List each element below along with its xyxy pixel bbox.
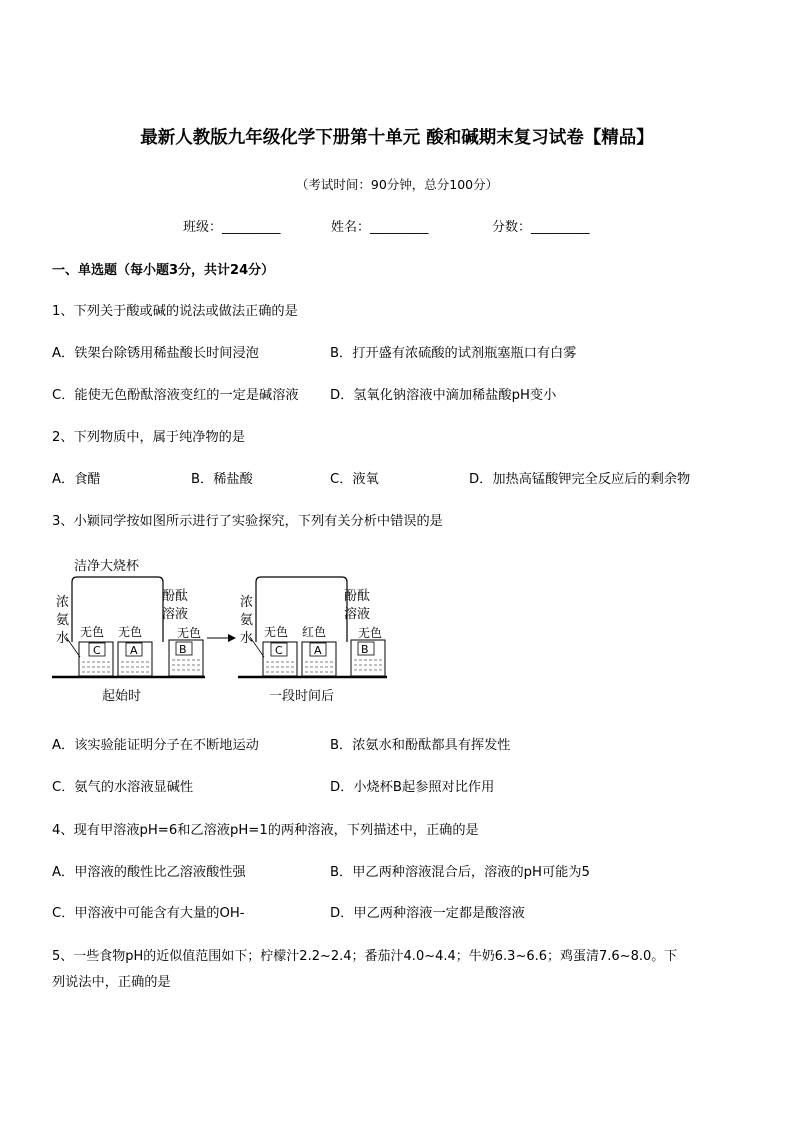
ammonia-label-2: 氨 — [240, 613, 254, 628]
big-beaker-label: 洁净大烧杯 — [74, 559, 140, 574]
setup-after — [238, 577, 387, 704]
q4-option-c[interactable]: C．甲溶液中可能含有大量的OH- — [52, 906, 245, 921]
exam-info: （考试时间：90分钟，总分100分） — [295, 177, 499, 192]
q2-option-a[interactable]: A．食醋 — [52, 472, 101, 487]
colorless-label: 无色 — [264, 625, 289, 639]
q4-option-d[interactable]: D．甲乙两种溶液一定都是酸溶液 — [330, 906, 525, 921]
phenol-label-2: 溶液 — [344, 607, 371, 622]
colorless-label: 无色 — [80, 625, 105, 639]
q4-option-b[interactable]: B．甲乙两种溶液混合后，溶液的pH可能为5 — [330, 865, 590, 880]
name-field[interactable]: 姓名：_________ — [331, 220, 429, 235]
question-5-stem-line1: 5、一些食物pH的近似值范围如下；柠檬汁2.2~2.4；番茄汁4.0~4.4；牛奶6.3~6.6；鸡蛋清7.6~8.0。下 — [52, 949, 678, 964]
q2-option-c[interactable]: C．液氧 — [330, 472, 379, 487]
q1-option-c[interactable]: C．能使无色酚酞溶液变红的一定是碱溶液 — [52, 388, 299, 403]
ammonia-label-1: 浓 — [56, 595, 70, 610]
question-5-stem-line2: 列说法中，正确的是 — [52, 975, 171, 990]
q2-option-b[interactable]: B．稀盐酸 — [191, 472, 253, 487]
caption-after: 一段时间后 — [269, 689, 335, 704]
beaker-b-label: B — [361, 643, 369, 656]
q2-option-d[interactable]: D．加热高锰酸钾完全反应后的剩余物 — [469, 472, 691, 487]
q3-option-d[interactable]: D．小烧杯B起参照对比作用 — [330, 780, 495, 795]
question-3-stem: 3、小颖同学按如图所示进行了实验探究，下列有关分析中错误的是 — [52, 514, 443, 529]
experiment-diagram — [52, 552, 402, 712]
question-1-stem: 1、下列关于酸或碱的说法或做法正确的是 — [52, 304, 298, 319]
phenol-label-1: 酚酞 — [344, 589, 371, 604]
question-4-stem: 4、现有甲溶液pH=6和乙溶液pH=1的两种溶液，下列描述中，正确的是 — [52, 823, 479, 838]
page-title: 最新人教版九年级化学下册第十单元 酸和碱期末复习试卷【精品】 — [140, 128, 654, 148]
section-heading: 一、单选题（每小题3分，共计24分） — [52, 263, 275, 278]
colorless-label: 无色 — [118, 625, 143, 639]
q4-option-a[interactable]: A．甲溶液的酸性比乙溶液酸性强 — [52, 865, 246, 880]
q1-option-d[interactable]: D．氢氧化钠溶液中滴加稀盐酸pH变小 — [330, 388, 557, 403]
q1-option-a[interactable]: A．铁架台除锈用稀盐酸长时间浸泡 — [52, 346, 259, 361]
ammonia-label-1: 浓 — [240, 595, 254, 610]
q3-option-b[interactable]: B．浓氨水和酚酞都具有挥发性 — [330, 738, 511, 753]
ammonia-label-3: 水 — [240, 631, 254, 646]
beaker-c-label: C — [275, 644, 283, 657]
q1-option-b[interactable]: B．打开盛有浓硫酸的试剂瓶塞瓶口有白雾 — [330, 346, 577, 361]
ammonia-label-2: 氨 — [56, 613, 70, 628]
q3-option-a[interactable]: A．该实验能证明分子在不断地运动 — [52, 738, 259, 753]
phenol-label-1: 酚酞 — [162, 589, 189, 604]
score-field[interactable]: 分数：_________ — [492, 220, 590, 235]
class-field[interactable]: 班级：_________ — [183, 220, 281, 235]
q3-option-c[interactable]: C．氨气的水溶液显碱性 — [52, 780, 194, 795]
caption-start: 起始时 — [102, 689, 142, 704]
beaker-c-label: C — [93, 644, 101, 657]
ammonia-label-3: 水 — [56, 631, 70, 646]
setup-start — [52, 558, 205, 704]
red-label: 红色 — [302, 625, 327, 639]
beaker-b-label: B — [179, 643, 187, 656]
beaker-a-label: A — [130, 644, 138, 657]
question-2-stem: 2、下列物质中，属于纯净物的是 — [52, 430, 246, 445]
colorless-label: 无色 — [177, 626, 202, 640]
colorless-label: 无色 — [358, 626, 383, 640]
beaker-a-label: A — [314, 644, 322, 657]
phenol-label-2: 溶液 — [162, 607, 189, 622]
